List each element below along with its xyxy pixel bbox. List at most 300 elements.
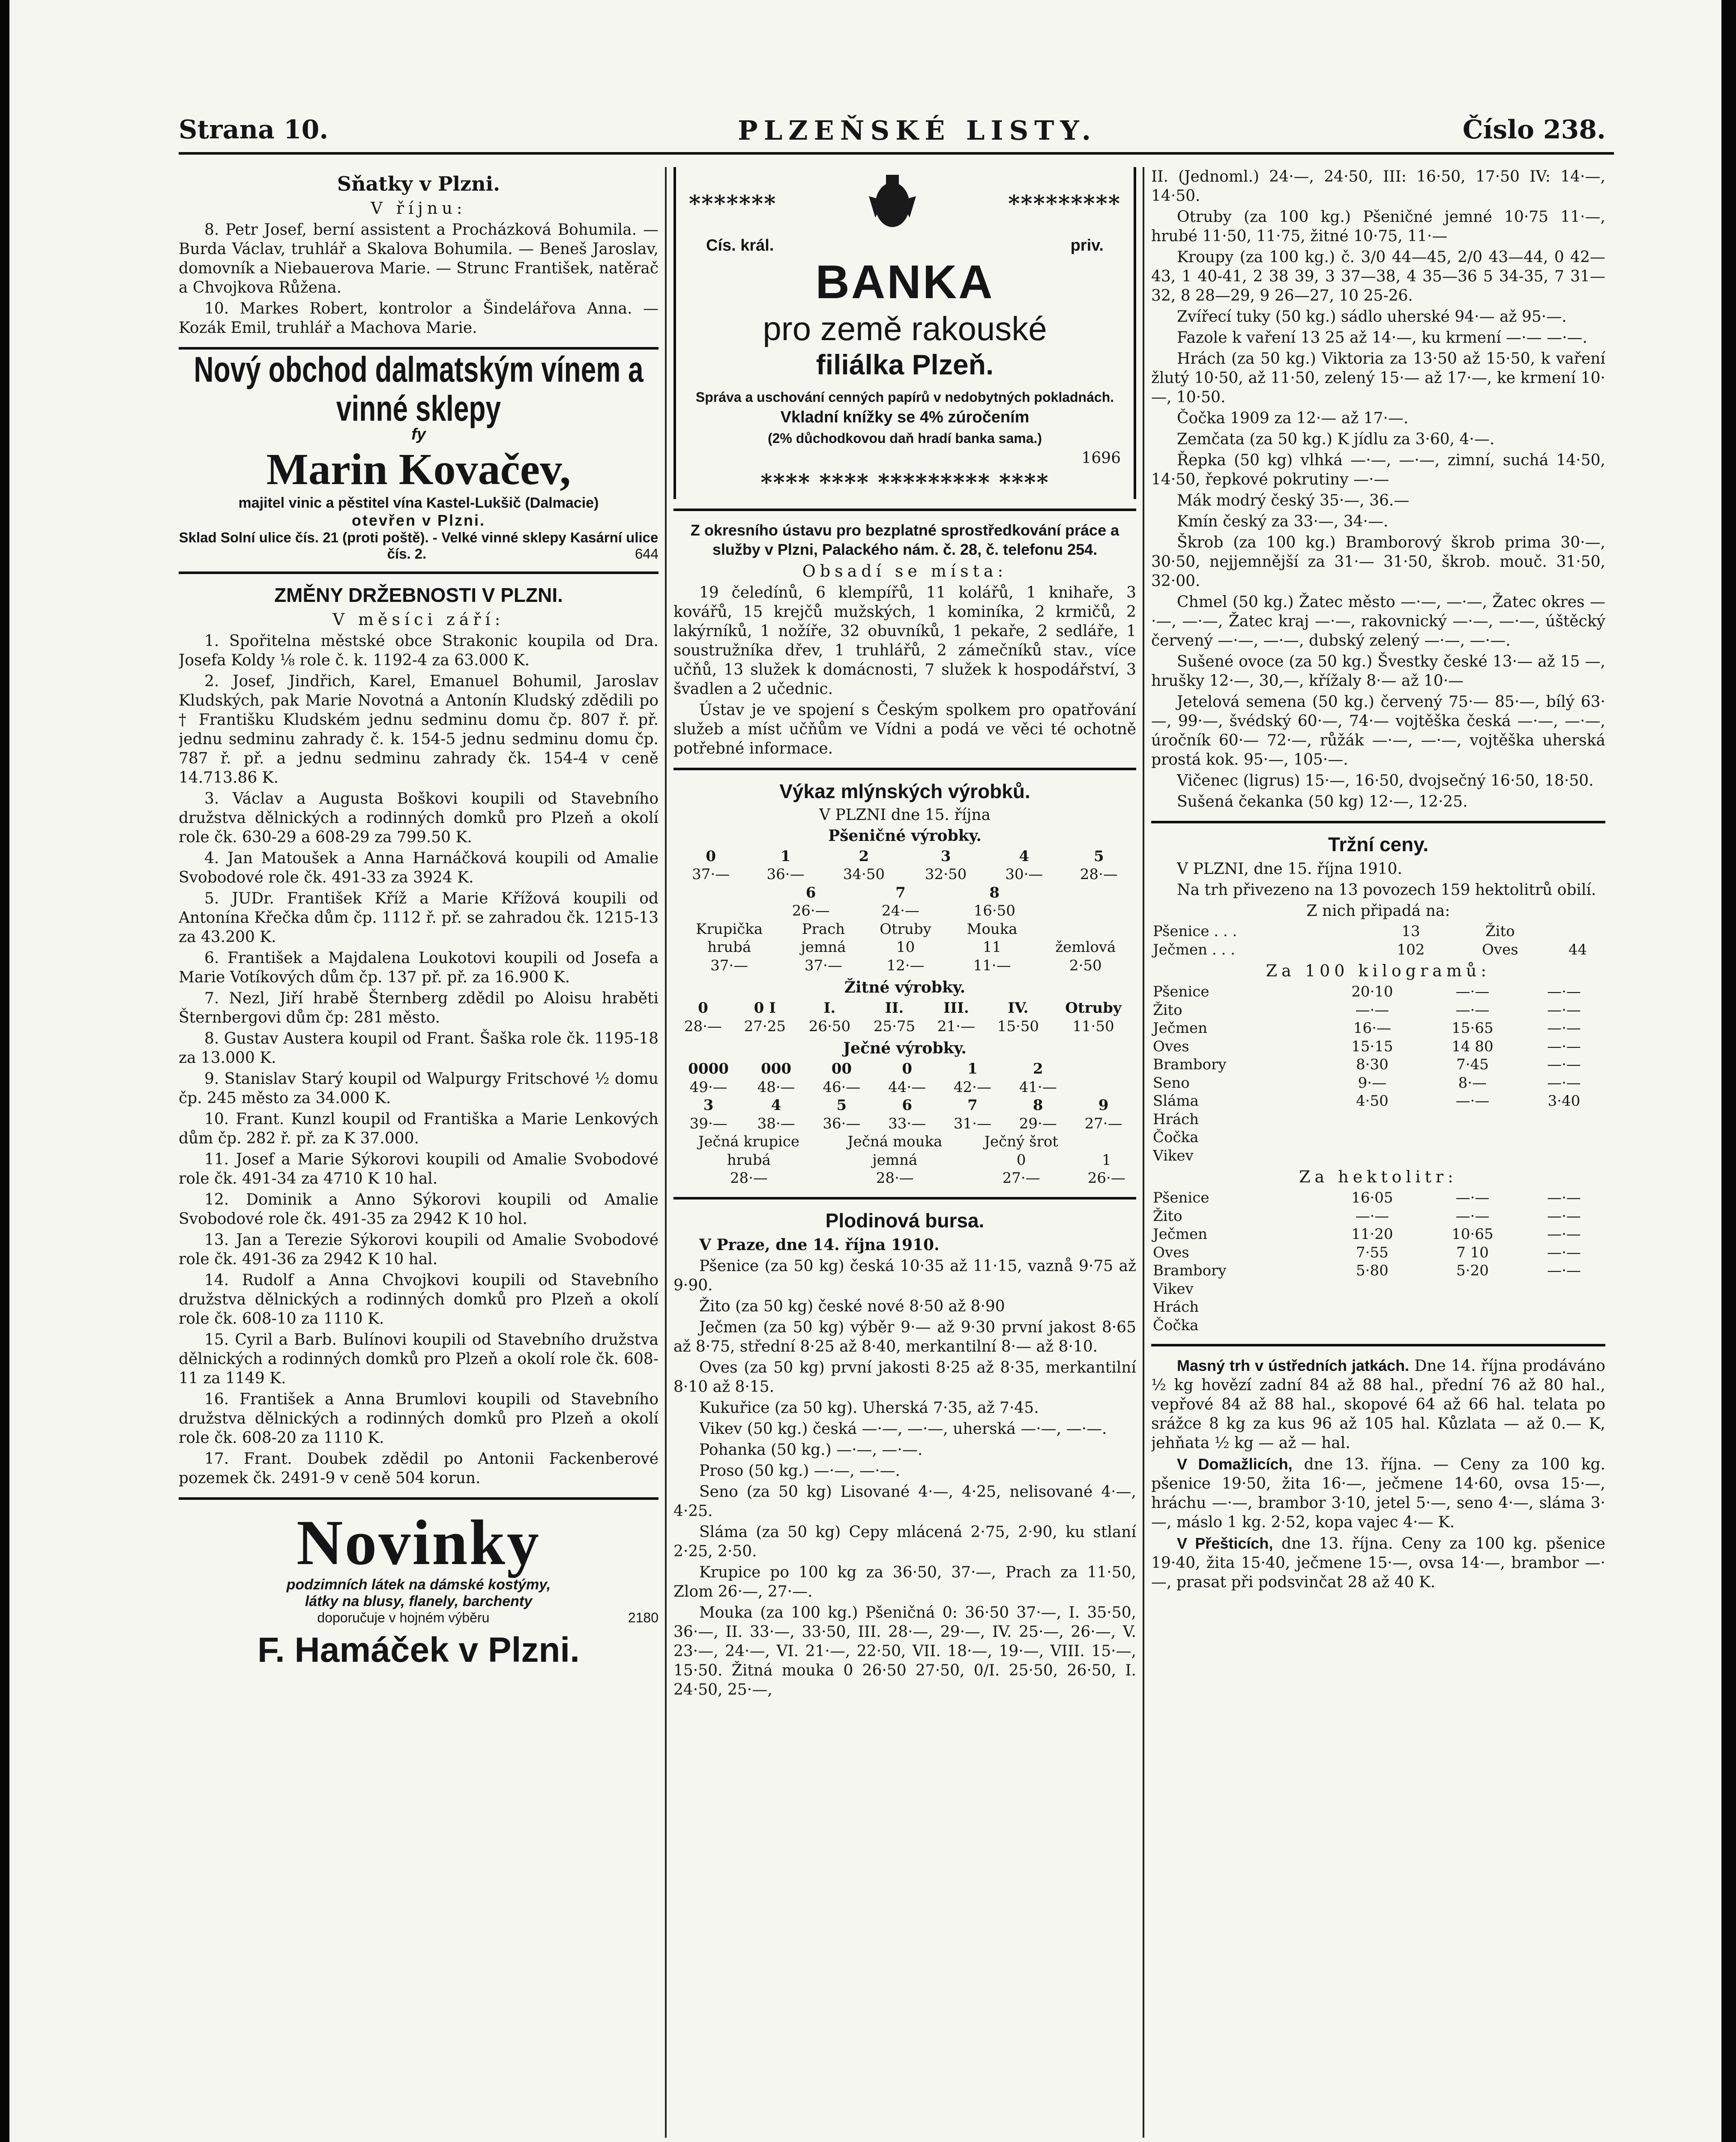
table-cell: 11·50 — [1072, 1017, 1114, 1035]
list-item: Zvířecí tuky (50 kg.) sádlo uherské 94·— až 95·—. — [1177, 308, 1567, 326]
list-item: Jetelová semena (50 kg.) červený 75·— 85·—, bílý 63·—, 99·—, švédský 60·—, 74·— vojtěška česká —·—, —·—, úročník 60·— 72·—, růžák —·—, —·—, vojtěška uherská prostá kok. 95·—, 105·—. — [1151, 693, 1605, 769]
table-header-row — [673, 1133, 1136, 1151]
stars-ornament: ******* — [689, 190, 777, 217]
table-cell: hrubá — [727, 1151, 771, 1169]
table-row — [1151, 1316, 1605, 1335]
snatky-title: Sňatky v Plzni. — [337, 172, 500, 195]
newspaper-title: PLZEŇSKÉ LISTY. — [738, 115, 1097, 146]
list-item: Otruby (za 100 kg.) Pšeničné jemné 10·75 11·—, hrubé 11·50, 11·75, žitné 10·75, 11·— — [1151, 208, 1605, 245]
divider — [1151, 1344, 1605, 1346]
snatky-month: V říjnu: — [371, 199, 467, 218]
table-cell — [1550, 922, 1605, 941]
list-item: 1. Spořitelna městské obce Strakonic koupila od Dra. Josefa Koldy ⅛ role č. k. 1192-4 za 63.000 K. — [179, 632, 658, 669]
list-item: 6. František a Majdalena Loukotovi koupili od Josefa a Marie Votíkových dům čp. 137 př. př. za 16.900 K. — [179, 949, 658, 986]
table-cell — [1322, 1128, 1422, 1147]
table-cell: Vikev — [1153, 1147, 1194, 1164]
table-header-cell: 0 — [706, 847, 716, 865]
table-cell — [1322, 1280, 1422, 1298]
domazlice — [1151, 1454, 1605, 1532]
table-cell: 28·— — [1080, 866, 1118, 883]
table-cell: 27·25 — [744, 1017, 786, 1035]
table-header-cell: 1 — [967, 1060, 978, 1077]
list-item: 11. Josef a Marie Sýkorovi koupili od Amalie Svobodové role čk. 491-34 za 4710 K 10 hal. — [179, 1150, 658, 1188]
table-row — [1151, 1056, 1605, 1074]
table-header-cell: 2 — [1033, 1060, 1043, 1077]
list-item: 2. Josef, Jindřich, Karel, Emanuel Bohumil, Jaroslav Kludských, pak Marie Novotná a Antonín Kludský zdědili po † Františku Kludském jednu sedminu domu čp. 807 ř. př. jednu sedminu zahrady č. k. 154-5 jednu sedminu domu čp. 787 ř. př. a jednu sedminu zahrady čk. 154-4 v ceně 14.713.86 K. — [179, 672, 658, 787]
table-cell: Ječmen . . . — [1153, 941, 1235, 958]
ad-hamacek-line3 — [179, 1610, 658, 1626]
table-cell — [1523, 1316, 1605, 1335]
table-cell: Sláma — [1153, 1092, 1199, 1110]
bank-deposit: Vkladní knížky se 4% zúročením — [780, 408, 1030, 426]
table-cell: Oves — [1153, 1244, 1189, 1261]
bank-ad — [673, 167, 1136, 499]
table-cell: jemná — [872, 1151, 918, 1169]
table-header-cell: II. — [885, 999, 904, 1017]
table-cell: Žito — [1153, 1207, 1182, 1225]
list-item: 8. Gustav Austera koupil od Frant. Šaška role čk. 1195-18 za 13.000 K. — [179, 1029, 658, 1067]
table-cell: 0 — [1016, 1151, 1026, 1169]
divider — [673, 768, 1136, 770]
table-cell: —·— — [1455, 1189, 1490, 1206]
table-cell: Krupička — [696, 920, 763, 938]
table-row — [1151, 1262, 1605, 1280]
ad-hamacek-line1: podzimních látek na dámské kostýmy, — [286, 1577, 551, 1593]
table-cell — [1523, 1128, 1605, 1147]
table-cell: 15·15 — [1351, 1038, 1393, 1055]
table-cell: —·— — [1455, 983, 1490, 1000]
domaz-text: dne 13. října. — Ceny za 100 kg. pšenice 19·50, žita 16·—, ječmene 14·60, ovsa 15·—, hráchu —·—, brambor 3·10, jetel 5·—, seno 4·—, sláma 3·—, máslo 1 kg. 2·52, kopa vajec 4·— K. — [1151, 1456, 1605, 1531]
psen-table-3 — [673, 920, 1136, 975]
table-cell — [1422, 1128, 1523, 1147]
table-header-cell: 4 — [1019, 847, 1030, 865]
table-header-row — [673, 938, 1136, 957]
masny-text: Dne 14. října prodáváno ½ kg hovězí zadní 84 až 88 hal., přední 76 až 80 hal., vepřové 84 až 88 hal., skopové 64 až 66 hal. telata po srážce 8 kg za kus 96 až 105 hal. Kůzlata — až 0.— K, jehňata ½ kg — až — hal. — [1151, 1357, 1605, 1452]
table-header-cell: IV. — [1008, 999, 1029, 1017]
ustav-obsadi: Obsadí se místa: — [802, 561, 1008, 580]
table-header-row — [673, 1096, 1136, 1115]
divider — [673, 509, 1136, 511]
table-header-cell: 7 — [967, 1097, 978, 1114]
table-cell: 1 — [1102, 1151, 1111, 1169]
stars-ornament: ********* — [1008, 190, 1121, 217]
table-cell: —·— — [1355, 1207, 1389, 1225]
ad-kovacev-name: Marin Kovačev, — [266, 444, 571, 494]
table-cell: 46·— — [823, 1078, 861, 1096]
zahl-title: Za hektolitr: — [1299, 1167, 1458, 1186]
table-cell — [1322, 1298, 1422, 1316]
table-cell: 8·30 — [1356, 1056, 1389, 1073]
list-item: Ječmen (za 50 kg) výběr 9·— až 9·30 první jakost 8·65 až 8·75, střední 8·25 až 8·40, merkantilní 8·— až 8·10. — [673, 1318, 1136, 1355]
table-row — [1151, 941, 1605, 959]
table-cell: —·— — [1547, 1262, 1581, 1279]
table-header-cell: 000 — [761, 1060, 792, 1077]
table-cell: —·— — [1455, 1001, 1490, 1019]
table-cell: 36·— — [823, 1115, 861, 1132]
table-row — [1151, 983, 1605, 1001]
list-item: 16. František a Anna Brumlovi koupili od Stavebního družstva dělnických a rodinných domků pro Plzeň a okolí role čk. 608-20 za 1110 K. — [179, 1390, 658, 1447]
table-cell: Ječná mouka — [847, 1133, 943, 1150]
list-item: 4. Jan Matoušek a Anna Harnáčková koupili od Amalie Svobodové role čk. 491-33 za 3924 K. — [179, 849, 658, 886]
table-cell: 28·— — [876, 1170, 914, 1187]
bank-name: BANKA — [815, 256, 994, 308]
table-row — [1151, 1019, 1605, 1038]
table-cell: 37·— — [710, 957, 748, 974]
list-item: Kroupy (za 100 kg.) č. 3/0 44—45, 2/0 43—44, 0 42—43, 1 40-41, 2 38 39, 3 37—38, 4 35—36 5 34-35, 7 31—32, 8 28—29, 9 26—27, 10 25-26. — [1151, 248, 1605, 305]
table-cell: 7 10 — [1456, 1244, 1489, 1261]
ad-hamacek-firm: F. Hamáček v Plzni. — [257, 1630, 580, 1670]
table-cell: Pšenice — [1153, 1189, 1209, 1206]
table-cell: —·— — [1547, 983, 1581, 1000]
table-cell: 11·— — [973, 957, 1011, 974]
table-header-cell: 9 — [1098, 1097, 1109, 1114]
table-cell: Ječná krupice — [698, 1133, 800, 1150]
burza-intro: V Praze, dne 14. října 1910. — [699, 1236, 940, 1254]
table-row — [1151, 1038, 1605, 1056]
zmeny-month: V měsíci září: — [332, 610, 505, 629]
trzni-date: V PLZNI, dne 15. října 1910. — [1177, 860, 1402, 878]
column-right — [1151, 167, 1605, 2142]
table-cell: 28·— — [684, 1017, 722, 1035]
table-row — [1151, 922, 1605, 941]
snatky-entry: 10. Markes Robert, kontrolor a Šindelářova Anna. — Kozák Emil, truhlář a Machova Marie. — [179, 300, 658, 337]
table-cell — [1523, 1147, 1605, 1165]
table-header-cell: Otruby — [1065, 999, 1122, 1017]
table-cell: —·— — [1547, 1038, 1581, 1055]
list-item: 14. Rudolf a Anna Chvojkovi koupili od Stavebního družstva dělnických a rodinných domků pro Plzeň a okolí role čk. 608-10 za 1110 K. — [179, 1271, 658, 1328]
table-cell: žemlová — [1055, 939, 1116, 956]
zmeny-title: ZMĚNY DRŽEBNOSTI V PLZNI. — [274, 583, 563, 606]
zit-title: Žitné výrobky. — [844, 978, 966, 996]
table-cell: Seno — [1153, 1074, 1190, 1092]
list-item: Vičenec (ligrus) 15·—, 16·50, dvojsečný 16·50, 18·50. — [1177, 772, 1594, 790]
ad-code: 1696 — [1081, 449, 1121, 467]
table-row — [673, 1017, 1136, 1036]
table-row — [1151, 1189, 1605, 1207]
table-cell: —·— — [1455, 1207, 1490, 1225]
table-cell — [1523, 1298, 1605, 1316]
list-item: Chmel (50 kg.) Žatec město —·—, —·—, Žatec okres —·—, —·—, Žatec kraj —·—, rakovnický —·—, —·—, úštěcký červený —·—, —·—, dubský zelený —·—, —·—. — [1151, 593, 1605, 649]
ustav-text: Ústav je ve spojení s Českým spolkem pro opatřování služeb a míst učňům ve Vídni a podá ve věci té ochotně potřebné informace. — [673, 701, 1136, 757]
list-item: Sláma (za 50 kg) Cepy mlácená 2·75, 2·90, ku stlaní 2·25, 2·50. — [673, 1523, 1136, 1560]
bank-subtitle: pro země rakouské — [763, 310, 1047, 347]
newspaper-page — [9, 0, 1721, 2142]
list-item: Fazole k vaření 13 25 až 14·—, ku krmení —·— —·—. — [1177, 329, 1587, 347]
list-item: Hrách (za 50 kg.) Viktoria za 13·50 až 15·50, k vaření žlutý 10·50, až 11·50, zelený 15·— až 17·—, ke krmení 10·—, 10·50. — [1151, 350, 1605, 406]
table-cell: 36·— — [766, 866, 805, 883]
table-row — [1151, 1280, 1605, 1298]
prest-title: V Přešticích, — [1177, 1535, 1273, 1552]
masny-trh — [1151, 1356, 1605, 1453]
list-item: 10. Frant. Kunzl koupil od Františka a Marie Lenkových dům čp. 282 ř. př. za K 37.000. — [179, 1110, 658, 1147]
table-cell: 28·— — [730, 1170, 768, 1187]
table-cell — [1422, 1147, 1523, 1165]
table-row — [766, 902, 1044, 920]
masny-title: Masný trh v ústředních jatkách. — [1177, 1357, 1410, 1374]
list-item: Kukuřice (za 50 kg). Uherská 7·35, až 7·45. — [699, 1399, 1039, 1417]
table-header-row — [673, 1151, 1136, 1170]
list-item: Krupice po 100 kg za 36·50, 37·—, Prach za 11·50, Zlom 26·—, 27·—. — [673, 1563, 1136, 1601]
stars-ornament: **** **** ********* **** — [760, 469, 1049, 496]
table-cell: 37·— — [804, 957, 842, 974]
table-cell: 4·50 — [1356, 1092, 1389, 1110]
ad-code: 2180 — [628, 1610, 658, 1626]
table-row — [1151, 1001, 1605, 1020]
ad-kovacev-address — [179, 530, 658, 562]
table-cell: jemná — [801, 939, 846, 956]
table-cell: 32·50 — [925, 866, 967, 883]
table-cell: 34·50 — [843, 866, 885, 883]
table-cell: —·— — [1547, 1244, 1581, 1261]
bank-cis-row — [689, 236, 1121, 255]
table-cell: Oves — [1482, 941, 1518, 958]
table-row — [673, 865, 1136, 884]
list-item: Sušené ovoce (za 50 kg.) Švestky české 13·— až 15 —, hrušky 12·—, 30,—, křížaly 8·— až 10·— — [1151, 653, 1605, 690]
table-cell: —·— — [1547, 1074, 1581, 1092]
bank-text: Správa a uschování cenných papírů v nedobytných pokladnách. — [695, 389, 1114, 405]
ad-hamacek — [179, 1509, 658, 1671]
list-item: Mouka (za 100 kg.) Pšeničná 0: 36·50 37·—, I. 35·50, 36·—, II. 33·—, 33·50, III. 28·—, 29·—, IV. 25·—, 26·—, V. 23·—, 24·—, VI. 21·—, 22·50, VII. 18·—, 19·—, VIII. 15·—, 15·50. Žitná mouka 0 26·50 27·50, 0/I. 25·50, 26·50, I. 24·50, 25·—, — [673, 1604, 1136, 1699]
table-cell: 44·— — [888, 1078, 926, 1096]
bank-cis: Cís. král. — [706, 236, 774, 254]
header-rule — [179, 152, 1614, 155]
list-item: 13. Jan a Terezie Sýkorovi koupili od Amalie Svobodové role čk. 491-36 za 2942 K 10 hal. — [179, 1231, 658, 1268]
ad-hamacek-title: Novinky — [296, 1507, 541, 1578]
list-item: Kmín český za 33·—, 34·—. — [1177, 513, 1389, 530]
bank-stars-row — [689, 171, 1121, 236]
burza-list — [673, 1256, 1136, 1699]
table-cell: 3·40 — [1547, 1092, 1580, 1110]
ad-kovacev-open: otevřen v Plzni. — [351, 511, 486, 529]
table-cell: 5·80 — [1356, 1262, 1389, 1279]
table-row — [1151, 1074, 1605, 1092]
table-header-cell: 6 — [902, 1097, 912, 1114]
list-item: 7. Nezl, Jiří hrabě Šternberg zdědil po Aloisu hraběti Šternbergovi dům čp: 281 město. — [179, 989, 658, 1026]
table-header-row — [673, 999, 1136, 1017]
table-cell: 11 — [982, 939, 1002, 956]
table-cell: 11·20 — [1351, 1226, 1393, 1243]
list-item: 5. JUDr. František Kříž a Marie Křížová koupili od Antonína Křečka dům čp. 1112 ř. př. se zahradou čk. 1215-13 za 43.200 K. — [179, 889, 658, 946]
divider — [179, 1497, 658, 1500]
table-cell: 29·— — [1019, 1115, 1057, 1132]
table-cell: Hrách — [1153, 1110, 1199, 1128]
table-header-cell: 0 — [902, 1060, 912, 1077]
table-cell: Mouka — [967, 920, 1018, 938]
table-row — [1151, 1092, 1605, 1110]
prestice — [1151, 1534, 1605, 1592]
list-item: Čočka 1909 za 12·— až 17·—. — [1177, 410, 1409, 427]
pripada-table — [1151, 922, 1605, 959]
table-row — [673, 957, 1136, 975]
table-cell: 12·— — [886, 957, 925, 974]
table-cell: Čočka — [1153, 1129, 1199, 1146]
table-header-row — [673, 1060, 1136, 1078]
table-cell: 5·20 — [1456, 1262, 1489, 1279]
issue-number: Číslo 238. — [1462, 115, 1606, 145]
table-cell — [1322, 1147, 1422, 1165]
table-cell — [1523, 1280, 1605, 1298]
table-cell: —·— — [1547, 1001, 1581, 1019]
eagle-emblem-icon — [865, 171, 920, 236]
table-header-cell: 00 — [831, 1060, 852, 1077]
list-item: Pšenice (za 50 kg) česká 10·35 až 11·15, vaznå 9·75 až 9·90. — [673, 1257, 1136, 1294]
list-item: 9. Stanislav Starý koupil od Walpurgy Fritschové ⅟₂ domu čp. 245 město za 34.000 K. — [179, 1070, 658, 1107]
list-item: Vikev (50 kg.) česká —·—, —·—, uherská —·—, —·—. — [699, 1420, 1107, 1438]
table-cell: 10 — [896, 939, 915, 956]
list-item: Řepka (50 kg) vlhká —·—, —·—, zimní, suchá 14·50, 14·50, řepkové pokrutiny —·— — [1151, 452, 1605, 488]
table-header-cell: I. — [823, 999, 836, 1017]
table-cell: 24·— — [881, 902, 919, 919]
table-cell: —·— — [1547, 1226, 1581, 1243]
table-cell: 16·— — [1353, 1020, 1391, 1037]
table-header-cell: 0 — [698, 999, 708, 1017]
table-cell: 25·75 — [873, 1017, 916, 1035]
table-row — [1151, 1128, 1605, 1147]
table-cell: Ječmen — [1153, 1020, 1208, 1037]
za100-title: Za 100 kilogramů: — [1266, 961, 1491, 980]
table-cell: 21·— — [937, 1017, 975, 1035]
table-cell — [1422, 1280, 1523, 1298]
table-cell: 39·— — [689, 1115, 727, 1132]
trzni-title: Tržní ceny. — [1328, 833, 1429, 856]
table-cell: —·— — [1355, 1001, 1389, 1019]
ad-hamacek-text: doporučuje v hojném výběru — [317, 1610, 490, 1626]
column-left — [179, 167, 658, 2142]
table-cell: Brambory — [1153, 1262, 1227, 1279]
table-row — [1151, 1207, 1605, 1226]
list-item: Škrob (za 100 kg.) Bramborový škrob prima 30·—, 30·50, nejjemnější za 31·— 31·50, škrob. mouč. 31·50, 32·00. — [1151, 534, 1605, 590]
table-cell — [1523, 1110, 1605, 1129]
list-item: Zemčata (za 50 kg.) K jídlu za 3·60, 4·—. — [1177, 431, 1495, 448]
table-cell: 7·45 — [1456, 1056, 1489, 1073]
table-cell: 13 — [1401, 923, 1420, 940]
ustav-title: Z okresního ústavu pro bezplatné sprostředkování práce a služby v Plzni, Palackého nám. č. 28, č. telefonu 254. — [690, 521, 1119, 558]
column-middle — [673, 167, 1136, 2142]
table-header-cell: 5 — [1093, 847, 1104, 865]
table-cell: 15·65 — [1452, 1020, 1494, 1037]
cont-text: II. (Jednoml.) 24·—, 24·50, III: 16·50, 17·50 IV: 14·—, 14·50. — [1151, 168, 1605, 205]
table-header-cell: 3 — [940, 847, 951, 865]
table-cell: 41·— — [1019, 1078, 1057, 1096]
table-header-row — [766, 884, 1044, 902]
table-row — [1151, 1225, 1605, 1244]
table-cell — [1322, 1316, 1422, 1335]
list-item: Pohanka (50 kg.) —·—, —·—. — [699, 1441, 923, 1459]
psen-table — [673, 847, 1136, 884]
table-header-cell: 6 — [805, 884, 816, 901]
list-item: Sušená čekanka (50 kg) 12·—, 12·25. — [1177, 793, 1468, 811]
table-cell: Oves — [1153, 1038, 1189, 1055]
table-cell: Vikev — [1153, 1280, 1194, 1298]
table-header-cell: III. — [943, 999, 969, 1017]
table-cell: 30·— — [1005, 866, 1043, 883]
table-cell: Pšenice . . . — [1153, 923, 1237, 940]
divider — [1151, 821, 1605, 823]
table-row — [1151, 1147, 1605, 1165]
table-cell: 7·55 — [1356, 1244, 1389, 1261]
ad-code: 644 — [635, 545, 658, 562]
table-cell — [1422, 1298, 1523, 1316]
burza-title: Plodinová bursa. — [825, 1209, 985, 1232]
trzni-intro: Na trh přivezeno na 13 povozech 159 hektolitrů obilí. — [1177, 881, 1596, 899]
psen-title: Pšeničné výrobky. — [828, 826, 982, 845]
table-cell: Prach — [802, 920, 845, 938]
table-header-cell: 1 — [780, 847, 791, 865]
domaz-title: V Domažlicích, — [1177, 1455, 1293, 1473]
table-cell: Hrách — [1153, 1298, 1199, 1316]
table-cell: 31·— — [953, 1115, 991, 1132]
list-item: Mák modrý český 35·—, 36.— — [1177, 492, 1410, 509]
table-cell: 33·— — [888, 1115, 926, 1132]
table-cell — [1422, 1316, 1523, 1335]
snatky-entry: 8. Petr Josef, berní assistent a Procházková Bohumila. — Burda Václav, truhlář a Skalova Bohumila. — Beneš Jaroslav, domovník a Niebauerova Marie. — Strunc František, natěrač a Chvojkova Růžena. — [179, 221, 658, 296]
bank-tax: (2% důchodkovou daň hradí banka sama.) — [767, 430, 1042, 446]
table-cell: 27·— — [1084, 1115, 1122, 1132]
table-header-cell: 2 — [859, 847, 869, 865]
table-cell: 49·— — [689, 1078, 727, 1096]
list-item: 3. Václav a Augusta Boškovi koupili od Stavebního družstva dělnických a rodinných domků pro Plzeň a okolí role čk. 630-29 a 608-29 za 799.50 K. — [179, 790, 658, 846]
table-cell: Čočka — [1153, 1316, 1199, 1334]
table-cell: Žito — [1485, 923, 1515, 940]
table-cell: 16·50 — [973, 902, 1015, 919]
table-row — [673, 1078, 1136, 1097]
za100-table — [1151, 983, 1605, 1165]
table-cell: 14 80 — [1452, 1038, 1494, 1055]
table-cell: 10·65 — [1452, 1226, 1494, 1243]
table-header-cell: 0 I — [754, 999, 776, 1017]
zahl-table — [1151, 1189, 1605, 1334]
table-cell: 42·— — [953, 1078, 991, 1096]
table-cell: 48·— — [757, 1078, 795, 1096]
table-cell: Brambory — [1153, 1056, 1227, 1073]
table-cell: —·— — [1547, 1207, 1581, 1225]
table-cell: 9·— — [1358, 1074, 1387, 1092]
table-cell — [1422, 1110, 1523, 1129]
table-cell: 44 — [1568, 941, 1587, 958]
table-cell: 16·05 — [1351, 1189, 1393, 1206]
list-item: Oves (za 50 kg) první jakosti 8·25 až 8·35, merkantilní 8·10 až 8·15. — [673, 1358, 1136, 1396]
jec-table-3 — [673, 1133, 1136, 1188]
prest-text: dne 13. října. Ceny za 100 kg. pšenice 19·40, žita 15·40, ječmene 15·—, ovsa 14·—, brambor —·—, prasat při podsvinčat 28 až 40 K. — [1151, 1535, 1605, 1591]
bank-priv: priv. — [1070, 236, 1104, 254]
table-header-cell: 8 — [989, 884, 1000, 901]
commodity-list — [1151, 207, 1605, 811]
list-item: Seno (za 50 kg) Lisované 4·—, 4·25, nelisované 4·—, 4·25. — [673, 1483, 1136, 1520]
table-cell: 27·— — [1002, 1170, 1040, 1187]
list-item: 12. Dominik a Anno Sýkorovi koupili od Amalie Svobodové role čk. 491-35 za 2942 K 10 hol. — [179, 1191, 658, 1228]
z-nich: Z nich připadá na: — [1306, 902, 1450, 920]
table-header-cell: 5 — [836, 1097, 847, 1114]
ad-hamacek-line2: látky na blusy, flanely, barchenty — [305, 1593, 533, 1610]
table-row — [1151, 1110, 1605, 1129]
ad-kovacev-fy: fy — [411, 425, 426, 443]
list-item: Proso (50 kg.) —·—, —·—. — [699, 1462, 901, 1480]
list-item: Žito (za 50 kg) české nové 8·50 až 8·90 — [699, 1297, 1005, 1315]
table-cell — [1322, 1110, 1422, 1129]
table-cell: 2·50 — [1069, 957, 1102, 974]
divider — [673, 1197, 1136, 1200]
mlyn-date: V PLZNI dne 15. října — [819, 806, 991, 824]
table-row — [1151, 1244, 1605, 1262]
table-cell: Otruby — [880, 920, 931, 938]
table-cell: 26·— — [792, 902, 830, 919]
ad-kovacev-headline: Nový obchod dalmatským vínem a vinné sklepy — [194, 349, 644, 429]
bank-branch: filiálka Plzeň. — [816, 349, 994, 380]
page-number: Strana 10. — [179, 115, 329, 145]
table-cell: Ječný šrot — [984, 1133, 1058, 1150]
ustav-text: 19 čeledínů, 6 klempířů, 11 kolářů, 1 knihaře, 3 kovářů, 15 krejčů mužských, 1 kominíka, 2 krmičů, 2 lakýrníků, 1 nožíře, 32 obuvníků, 1 pekaře, 2 sedláře, 1 soustružníka dřev, 1 truhlářů, 2 zámečníků stav., více učňů, 13 služek k domácnosti, 7 služek k hospodářství, 3 švadlen a 2 učednic. — [673, 583, 1136, 698]
psen-table-2 — [766, 884, 1044, 920]
